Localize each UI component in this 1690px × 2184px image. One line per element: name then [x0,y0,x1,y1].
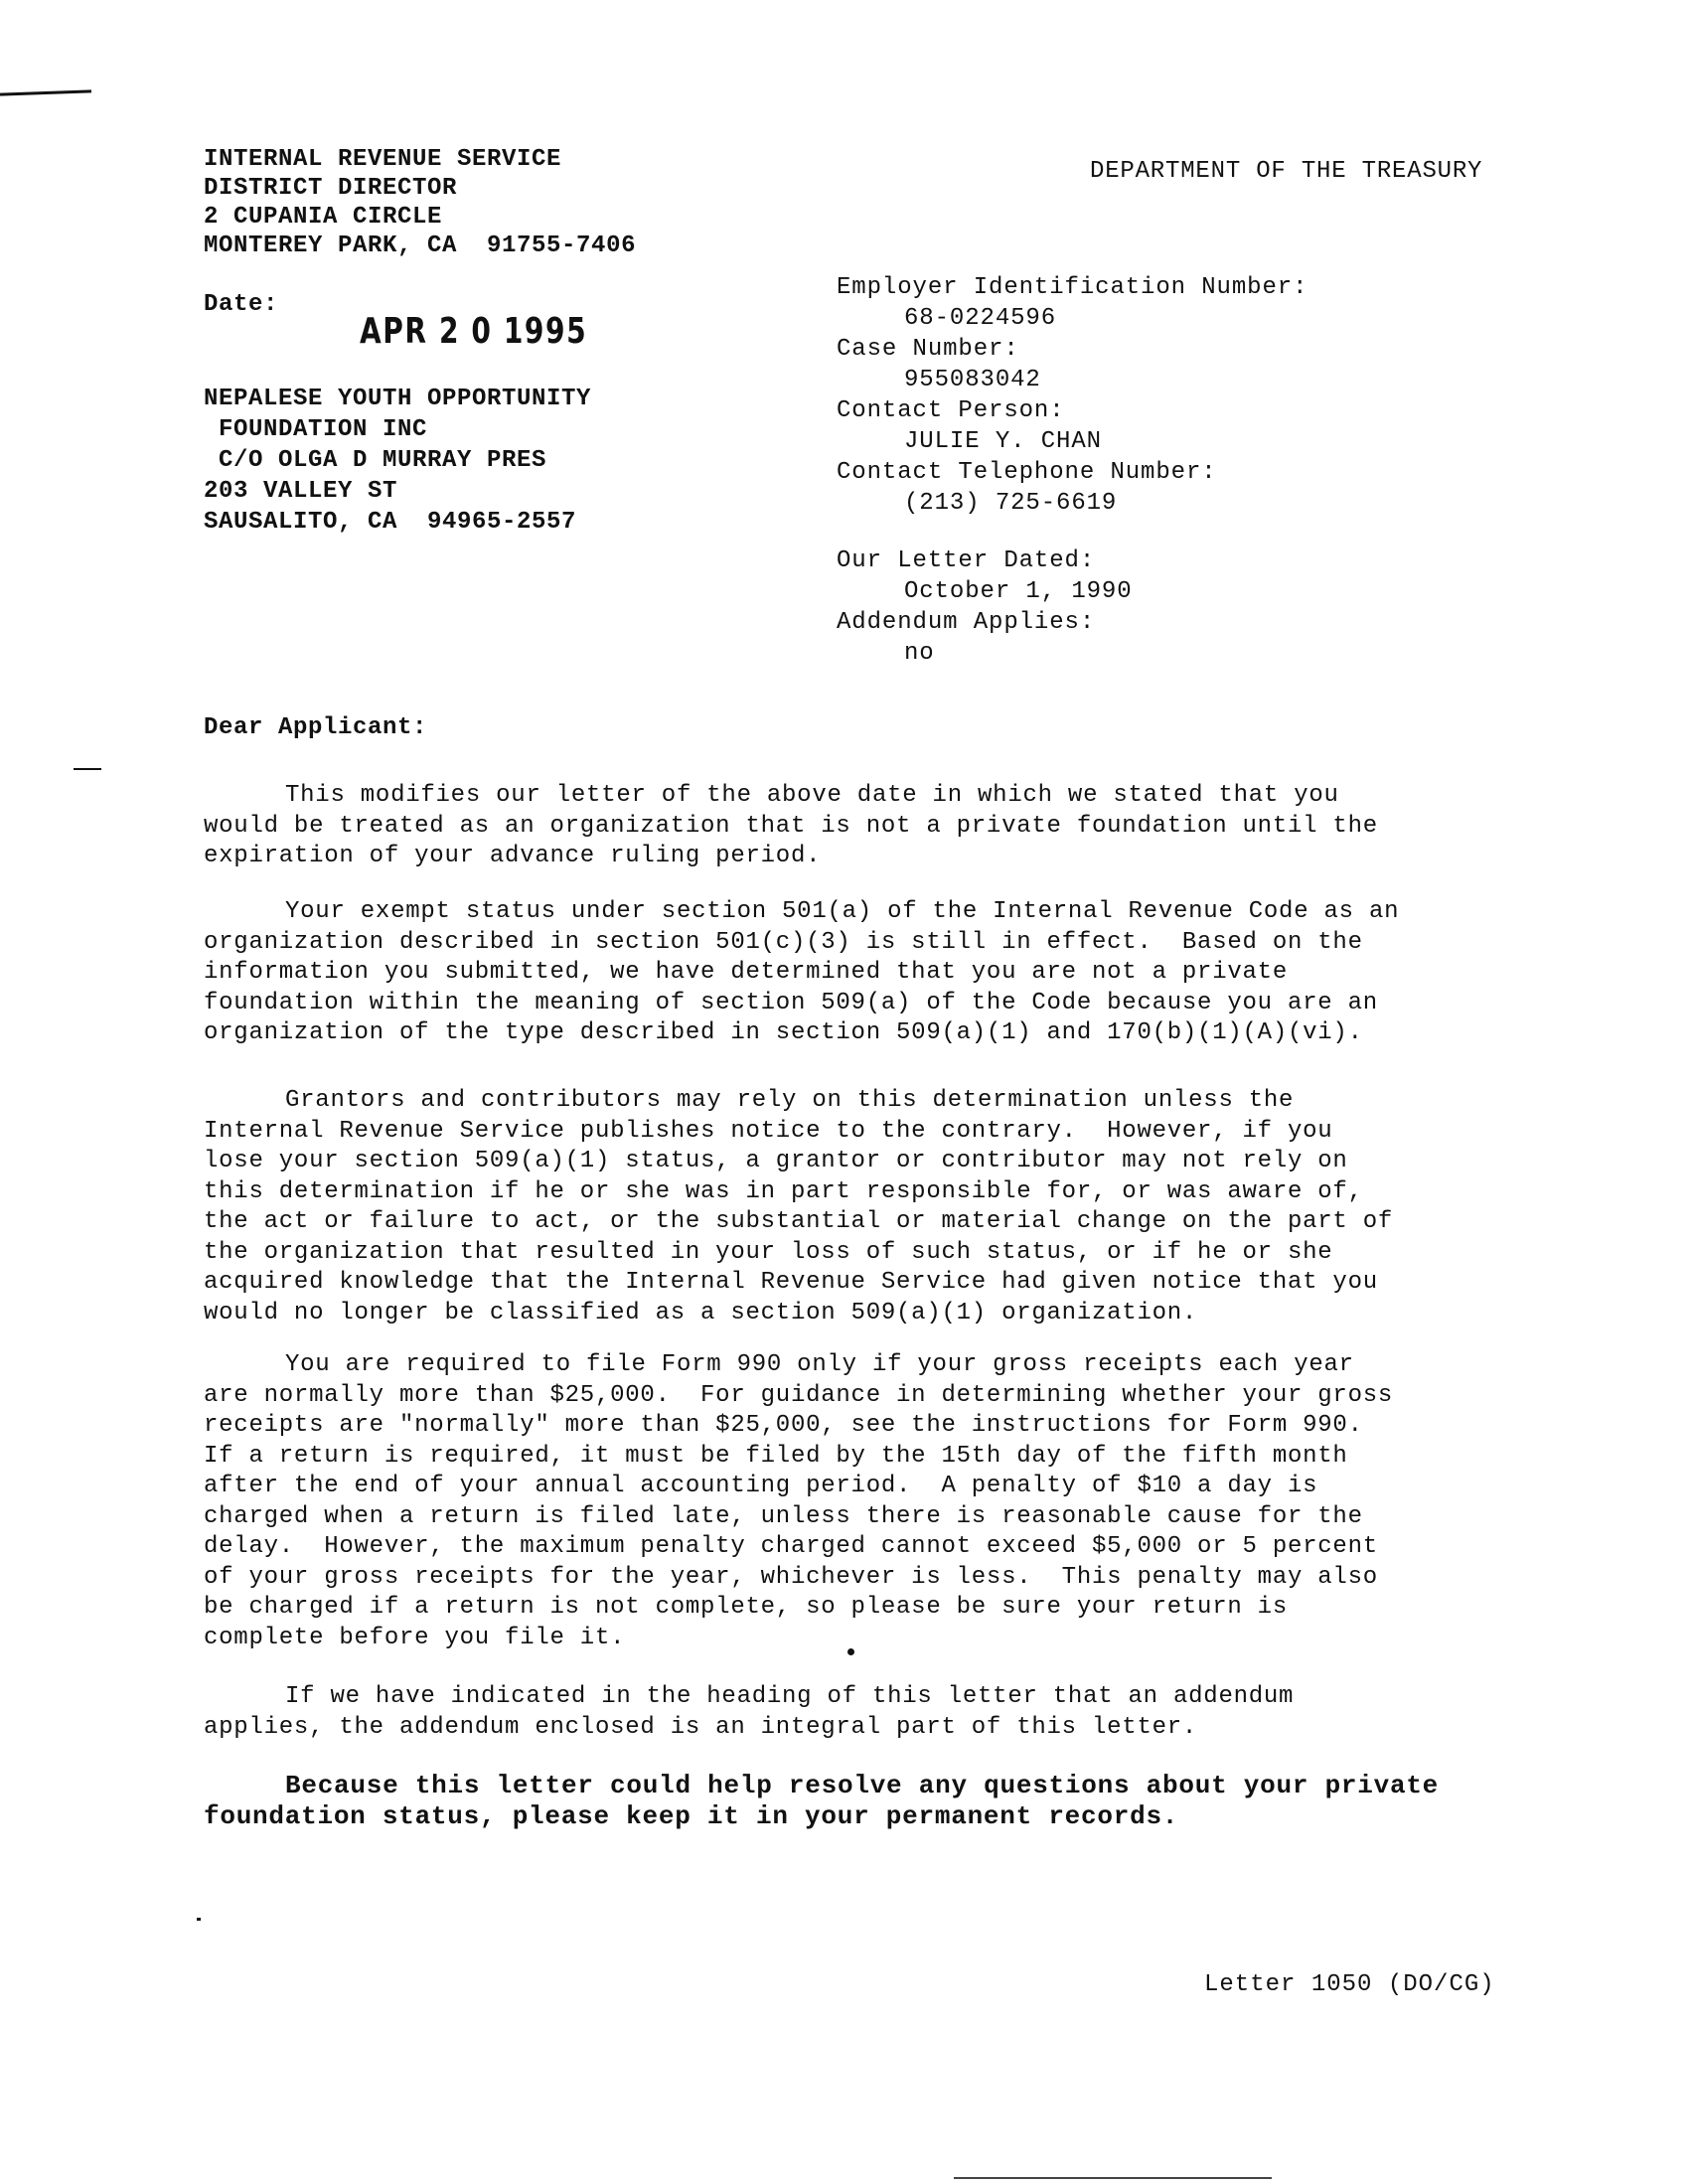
letter-dated-value: October 1, 1990 [904,578,1133,605]
ein-label: Employer Identification Number: [837,274,1308,301]
contact-person-label: Contact Person: [837,397,1065,424]
paragraph [204,897,1555,1049]
date-stamp: APR 2 0 1995 [360,311,588,352]
paragraph-line: delay. However, the maximum penalty charged cannot exceed $5,000 or 5 percent [204,1533,1378,1560]
letter-form-number: Letter 1050 (DO/CG) [1204,1971,1495,1998]
paragraph [204,1086,1555,1328]
recipient-line: 203 VALLEY ST [204,478,398,505]
recipient-address [204,384,591,538]
paragraph-line: after the end of your annual accounting period. A penalty of $10 a day is [204,1473,1318,1499]
department-heading: DEPARTMENT OF THE TREASURY [1090,158,1483,185]
paragraph-line: would be treated as an organization that is not a private foundation until the [204,812,1378,840]
date-label: Date: [204,291,279,318]
sender-line: MONTEREY PARK, CA 91755-7406 [204,233,637,259]
paragraph-line: You are required to file Form 990 only if your gross receipts each year [285,1351,1354,1378]
paragraph-line: Because this letter could help resolve any questions about your private [285,1771,1440,1800]
recipient-line: NEPALESE YOUTH OPPORTUNITY [204,386,592,412]
salutation: Dear Applicant: [204,714,428,741]
paragraph-line: information you submitted, we have determined that you are not a private [204,959,1288,986]
margin-mark [0,89,91,95]
sender-line: DISTRICT DIRECTOR [204,175,458,202]
paragraph-line: organization of the type described in section 509(a)(1) and 170(b)(1)(A)(vi). [204,1019,1363,1046]
paragraph-line: If a return is required, it must be filed by the 15th day of the fifth month [204,1442,1348,1470]
paragraph [204,1771,1555,1832]
case-number-value: 955083042 [904,367,1041,393]
paragraph-line: Grantors and contributors may rely on this determination unless the [285,1087,1295,1114]
letter-dated-label: Our Letter Dated: [837,547,1096,574]
paragraph [204,781,1555,872]
paragraph-line: If we have indicated in the heading of this letter that an addendum [285,1683,1295,1710]
case-info-block [837,272,1307,669]
contact-phone-value: (213) 725-6619 [904,490,1118,517]
margin-mark [74,768,101,770]
paragraph-line: would no longer be classified as a section 509(a)(1) organization. [204,1299,1198,1326]
paragraph-line: be charged if a return is not complete, so please be sure your return is [204,1594,1288,1621]
paragraph-line: of your gross receipts for the year, whichever is less. This penalty may also [204,1563,1378,1591]
paragraph-line: this determination if he or she was in part responsible for, or was aware of, [204,1177,1363,1205]
addendum-label: Addendum Applies: [837,609,1096,636]
paragraph-line: applies, the addendum enclosed is an integral part of this letter. [204,1713,1198,1741]
paragraph-line: organization described in section 501(c)(3) is still in effect. Based on the [204,928,1363,956]
paragraph-line: receipts are "normally" more than $25,000, see the instructions for Form 990. [204,1412,1363,1439]
paragraph-line: expiration of your advance ruling period. [204,843,822,869]
recipient-line: FOUNDATION INC [204,416,428,443]
sender-address [204,145,636,260]
paragraph [204,1350,1555,1653]
scan-speck [847,1648,854,1655]
sender-line: 2 CUPANIA CIRCLE [204,204,443,231]
case-number-label: Case Number: [837,336,1019,363]
recipient-line: C/O OLGA D MURRAY PRES [204,447,547,474]
addendum-value: no [904,640,935,667]
paragraph-line: foundation within the meaning of section 509(a) of the Code because you are an [204,989,1378,1016]
paragraph-line: charged when a return is filed late, unless there is reasonable cause for the [204,1502,1363,1530]
spacer [837,519,1307,546]
scan-speck [197,1918,201,1921]
sender-line: INTERNAL REVENUE SERVICE [204,146,562,173]
paragraph-line: the act or failure to act, or the substantial or material change on the part of [204,1208,1394,1235]
recipient-line: SAUSALITO, CA 94965-2557 [204,509,577,536]
paragraph-line: Internal Revenue Service publishes notice to the contrary. However, if you [204,1117,1333,1145]
paragraph-line: are normally more than $25,000. For guidance in determining whether your gross [204,1381,1394,1409]
paragraph-line: acquired knowledge that the Internal Revenue Service had given notice that you [204,1269,1378,1296]
paragraph-line: This modifies our letter of the above date in which we stated that you [285,782,1339,809]
paragraph-line: Your exempt status under section 501(a) of the Internal Revenue Code as an [285,898,1400,925]
contact-person-value: JULIE Y. CHAN [904,428,1102,455]
ein-value: 68-0224596 [904,305,1057,332]
paragraph-line: foundation status, please keep it in your permanent records. [204,1801,1179,1831]
bottom-edge-line [954,2177,1272,2179]
paragraph [204,1682,1555,1743]
paragraph-line: the organization that resulted in your loss of such status, or if he or she [204,1238,1333,1266]
paragraph-line: complete before you file it. [204,1624,626,1651]
contact-phone-label: Contact Telephone Number: [837,459,1217,486]
paragraph-line: lose your section 509(a)(1) status, a grantor or contributor may not rely on [204,1148,1348,1174]
